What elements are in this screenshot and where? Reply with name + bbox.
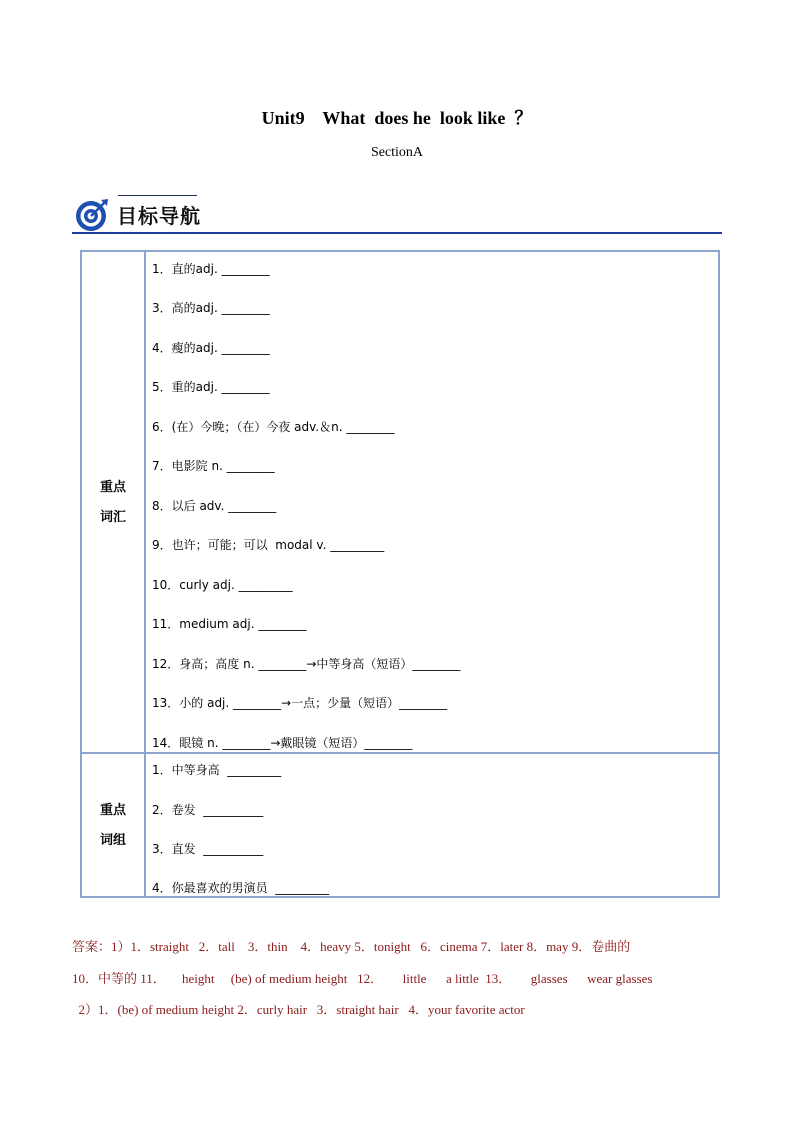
vocab-item: 13．小的 adj. ________→一点；少量（短语）________ [152, 696, 448, 710]
phrase-item: 4．你最喜欢的男演员 _________ [152, 881, 330, 895]
vocab-item: 6．(在）今晚；（在）今夜 adv.＆n. ________ [152, 420, 395, 434]
vocab-item: 8．以后 adv. ________ [152, 499, 277, 513]
phrase-header-line1: 重点 [99, 803, 126, 818]
answer-line: 10．中等的 11． height (be) of medium height 12． little a little 13． glasses wear glasses [72, 971, 653, 986]
vocab-item: 14．眼镜 n. ________→戴眼镜（短语）________ [152, 736, 413, 750]
phrase-item: 3．直发 __________ [152, 842, 264, 856]
section-bottom-rule [72, 232, 722, 234]
phrase-header-line2: 词组 [99, 833, 126, 848]
phrase-header [82, 796, 144, 856]
page-title: Unit9 What does he look like ？ [261, 108, 533, 128]
vocab-item: 1．直的adj. ________ [152, 262, 270, 276]
section-title: 目标导航 [117, 204, 201, 228]
vocab-item: 9．也许；可能；可以 modal v. _________ [152, 538, 385, 552]
phrase-item: 1．中等身高 _________ [152, 763, 282, 777]
answer-line: 答案：1）1．straight 2．tall 3．thin 4．heavy 5．tonight 6．cinema 7．later 8．may 9．卷曲的 [72, 939, 631, 954]
vocab-item: 11．medium adj. ________ [152, 617, 307, 631]
answer-line: 2）1．(be) of medium height 2．curly hair 3．straight hair 4．your favorite actor [72, 1002, 525, 1017]
vocab-item: 10．curly adj. _________ [152, 578, 293, 592]
vocab-header [82, 473, 144, 533]
vocab-item: 12．身高；高度 n. ________→中等身高（短语）________ [152, 657, 461, 671]
target-icon [74, 197, 110, 233]
table-row-divider [82, 752, 718, 754]
section-subtitle: SectionA [370, 145, 424, 160]
vocab-item: 5．重的adj. ________ [152, 380, 270, 394]
vocab-item: 4．瘦的adj. ________ [152, 341, 270, 355]
vocab-item: 7．电影院 n. ________ [152, 459, 275, 473]
vocab-header-line1: 重点 [99, 480, 126, 495]
vocab-table [80, 250, 720, 898]
vocab-header-line2: 词汇 [99, 510, 126, 525]
vocab-item: 3．高的adj. ________ [152, 301, 270, 315]
table-column-divider [144, 252, 146, 896]
phrase-item: 2．卷发 __________ [152, 803, 264, 817]
section-top-rule [118, 195, 197, 196]
